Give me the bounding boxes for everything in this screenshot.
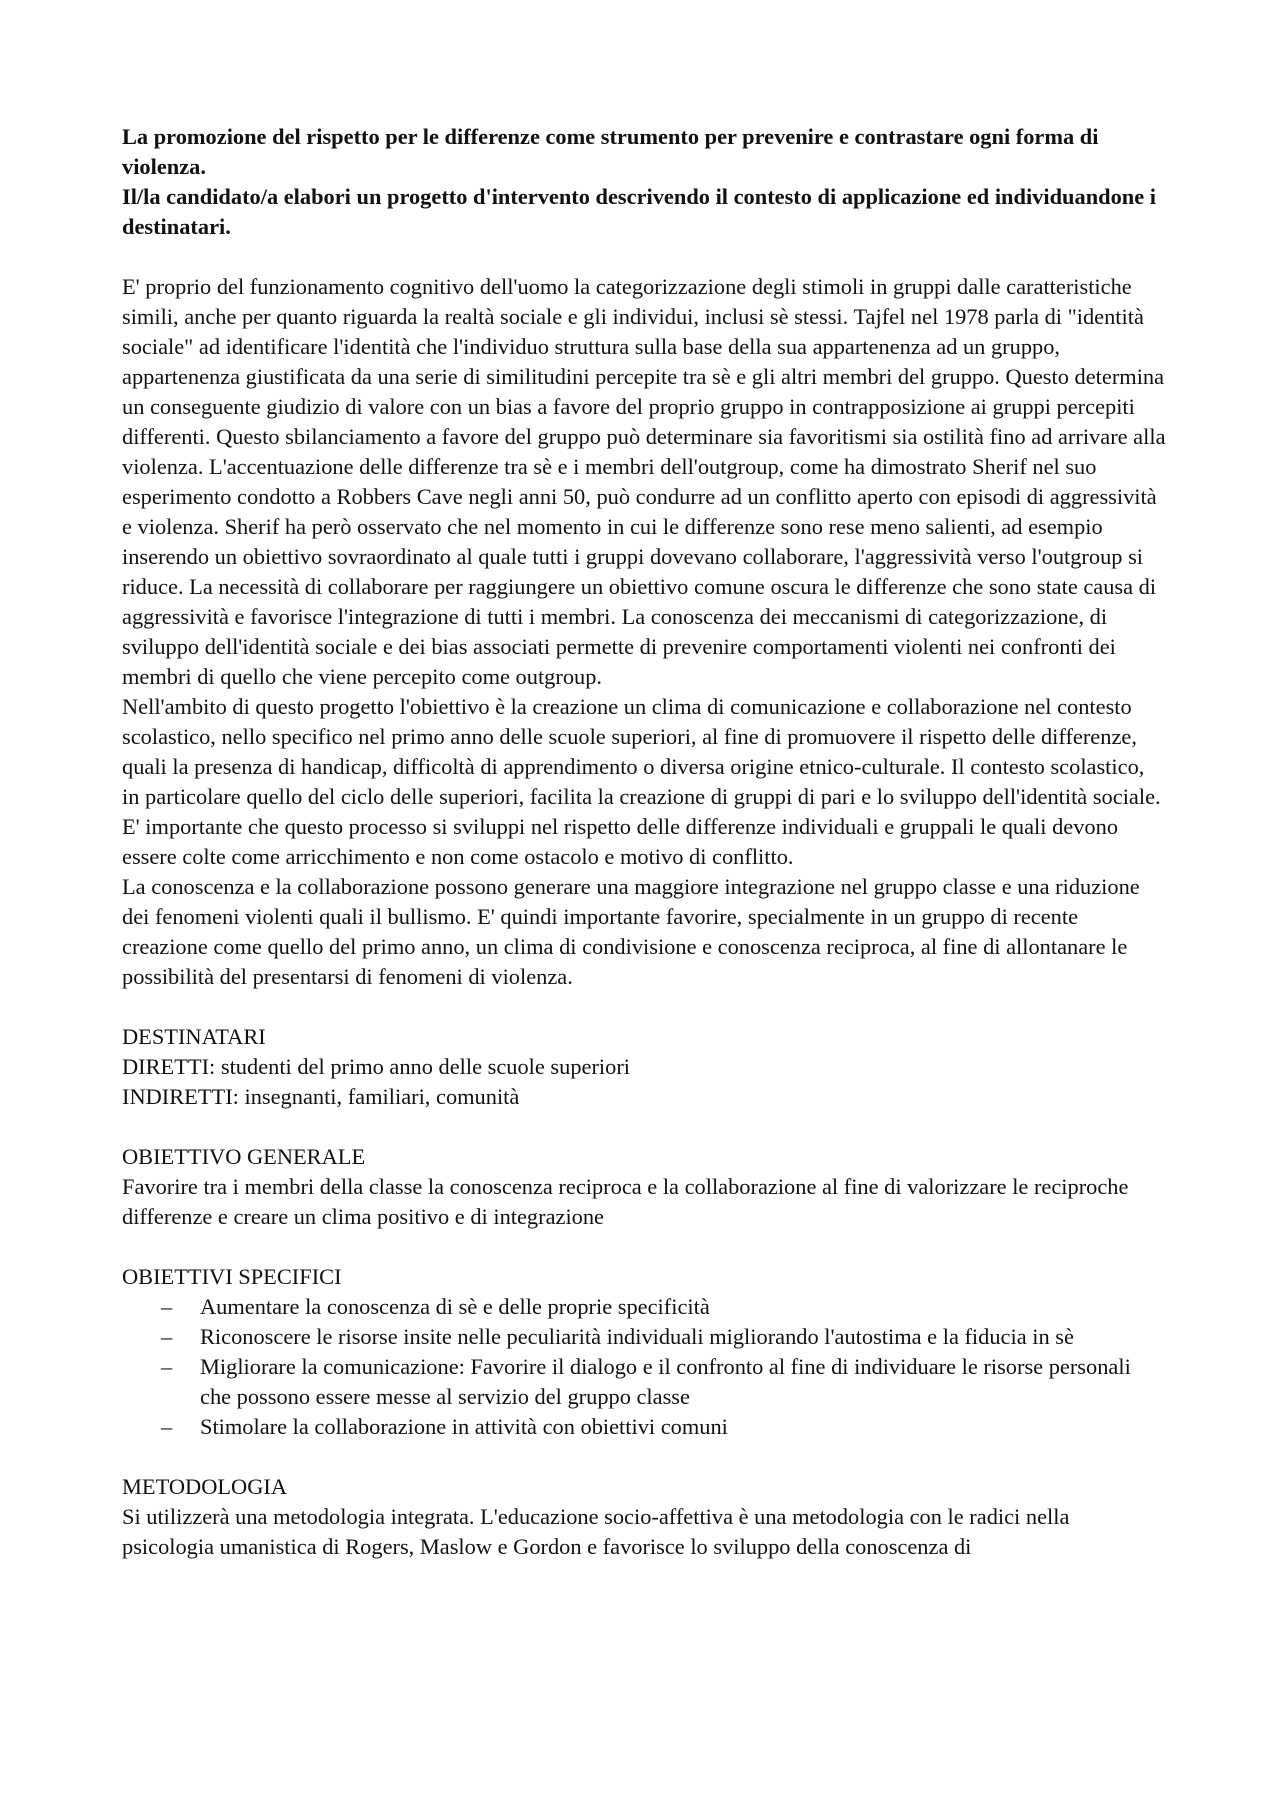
list-item-text: Aumentare la conoscenza di sè e delle proprie specificità (200, 1294, 710, 1319)
list-item-text: Stimolare la collaborazione in attività con obiettivi comuni (200, 1414, 728, 1439)
list-item (122, 1292, 1166, 1322)
intro-paragraph-2: Nell'ambito di questo progetto l'obiettivo è la creazione un clima di comunicazione e collaborazione nel contesto scolastico, nello specifico nel primo anno delle scuole superiori, al fine di promuovere il rispetto delle differenze, quali la presenza di handicap, difficoltà di apprendimento o diversa origine etnico-culturale. Il contesto scolastico, in particolare quello del ciclo delle superiori, facilita la creazione di gruppi di pari e lo sviluppo dell'identità sociale. E' importante che questo processo si sviluppi nel rispetto delle differenze individuali e gruppali le quali devono essere colte come arricchimento e non come ostacolo e motivo di conflitto. (122, 694, 1161, 869)
obiettivi-specifici-title: OBIETTIVI SPECIFICI (122, 1264, 342, 1289)
intro-paragraph-1: E' proprio del funzionamento cognitivo dell'uomo la categorizzazione degli stimoli in gruppi dalle caratteristiche simili, anche per quanto riguarda la realtà sociale e gli individui, inclusi sè stessi. Tajfel nel 1978 parla di "identità sociale" ad identificare l'identità che l'individuo struttura sulla base della sua appartenenza ad un gruppo, appartenenza giustificata da una serie di similitudini percepite tra sè e gli altri membri del gruppo. Questo determina un conseguente giudizio di valore con un bias a favore del proprio gruppo in contrapposizione ai gruppi percepiti differenti. Questo sbilanciamento a favore del gruppo può determinare sia favoritismi sia ostilità fino ad arrivare alla violenza. L'accentuazione delle differenze tra sè e i membri dell'outgroup, come ha dimostrato Sherif nel suo esperimento condotto a Robbers Cave negli anni 50, può condurre ad un conflitto aperto con episodi di aggressività e violenza. Sherif ha però osservato che nel momento in cui le differenze sono rese meno salienti, ad esempio inserendo un obiettivo sovraordinato al quale tutti i gruppi dovevano collaborare, l'aggressività verso l'outgroup si riduce. La necessità di collaborare per raggiungere un obiettivo comune oscura le differenze che sono state causa di aggressività e favorisce l'integrazione di tutti i membri. La conoscenza dei meccanismi di categorizzazione, di sviluppo dell'identità sociale e dei bias associati permette di prevenire comportamenti violenti nei confronti dei membri di quello che viene percepito come outgroup. (122, 274, 1166, 689)
metodologia-text: Si utilizzerà una metodologia integrata. L'educazione socio-affettiva è una metodologia con le radici nella psicologia umanistica di Rogers, Maslow e Gordon e favorisce lo sviluppo della conoscenza di (122, 1504, 1070, 1559)
destinatari-section (122, 1022, 1166, 1112)
list-item (122, 1322, 1166, 1352)
dash-bullet-icon: – (161, 1324, 173, 1349)
heading-instruction: Il/la candidato/a elabori un progetto d'intervento descrivendo il contesto di applicazione ed individuandone i destinatari. (122, 184, 1157, 239)
dash-bullet-icon: – (161, 1354, 173, 1379)
list-item-text: Riconoscere le risorse insite nelle peculiarità individuali migliorando l'autostima e la fiducia in sè (200, 1324, 1074, 1349)
obiettivi-specifici-section (122, 1262, 1166, 1442)
heading-title: La promozione del rispetto per le differenze come strumento per prevenire e contrastare ogni forma di violenza. (122, 124, 1099, 179)
dash-bullet-icon: – (161, 1294, 173, 1319)
obiettivo-generale-text: Favorire tra i membri della classe la conoscenza reciproca e la collaborazione al fine di valorizzare le reciproche differenze e creare un clima positivo e di integrazione (122, 1174, 1129, 1229)
dash-bullet-icon: – (161, 1414, 173, 1439)
list-item-text: Migliorare la comunicazione: Favorire il dialogo e il confronto al fine di individuare le risorse personali che possono essere messe al servizio del gruppo classe (200, 1354, 1131, 1409)
list-item (122, 1412, 1166, 1442)
obiettivo-generale-title: OBIETTIVO GENERALE (122, 1144, 366, 1169)
destinatari-diretti: DIRETTI: studenti del primo anno delle scuole superiori (122, 1054, 631, 1079)
destinatari-title: DESTINATARI (122, 1024, 266, 1049)
destinatari-indiretti: INDIRETTI: insegnanti, familiari, comunità (122, 1084, 520, 1109)
document-page (122, 122, 1166, 1562)
assignment-heading (122, 122, 1166, 242)
obiettivi-specifici-list (122, 1292, 1166, 1442)
metodologia-title: METODOLOGIA (122, 1474, 288, 1499)
metodologia-section (122, 1472, 1166, 1562)
list-item (122, 1352, 1166, 1412)
obiettivo-generale-section (122, 1142, 1166, 1232)
intro-paragraph-3: La conoscenza e la collaborazione possono generare una maggiore integrazione nel gruppo classe e una riduzione dei fenomeni violenti quali il bullismo. E' quindi importante favorire, specialmente in un gruppo di recente creazione come quello del primo anno, un clima di condivisione e conoscenza reciproca, al fine di allontanare le possibilità del presentarsi di fenomeni di violenza. (122, 874, 1140, 989)
